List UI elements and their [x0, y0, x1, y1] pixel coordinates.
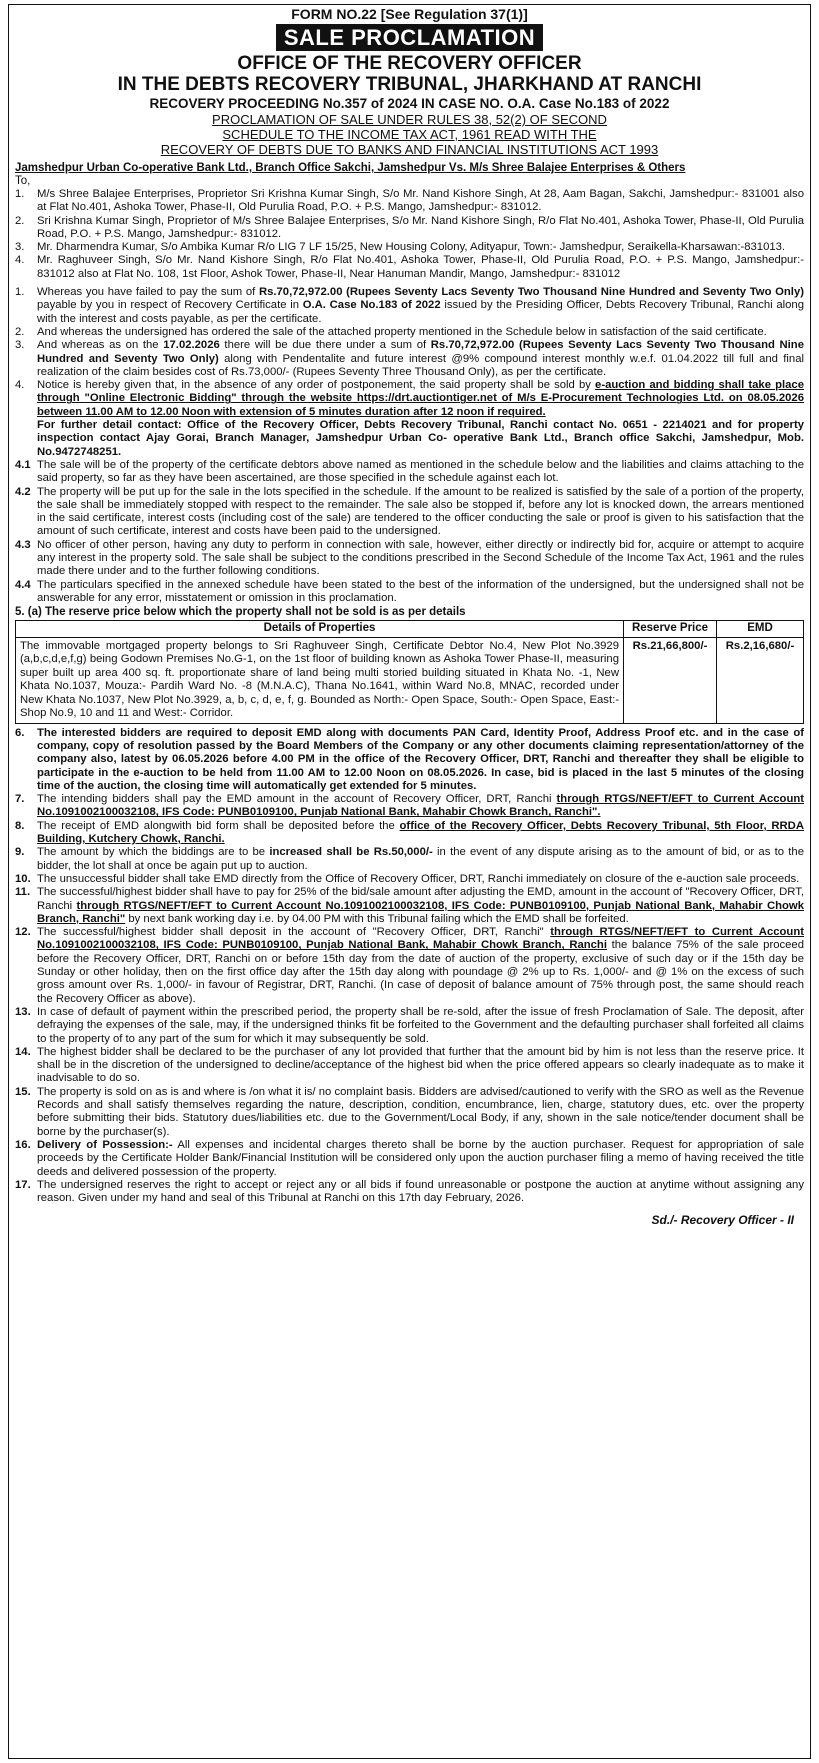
bid-increment: increased shall be Rs.50,000/- — [269, 846, 433, 859]
clause-4 — [15, 379, 804, 419]
clause-text — [37, 339, 804, 379]
term-7-text: The intending bidders shall pay the EMD amount in the account of Recovery Officer, DRT, Ranchi — [37, 793, 557, 806]
clause-text: And whereas the undersigned has ordered the sale of the attached property mentioned in the Schedule below in satisfaction of the said certificate. — [37, 325, 767, 338]
clause-4-1 — [15, 459, 804, 486]
details-header: Details of Properties — [16, 621, 624, 638]
term-number: 12. — [15, 926, 31, 939]
term-6 — [15, 724, 804, 793]
term-number: 11. — [15, 886, 31, 899]
term-number: 6. — [15, 726, 25, 739]
proceeding-heading: RECOVERY PROCEEDING No.357 of 2024 IN CASE NO. O.A. Case No.183 of 2022 — [149, 96, 670, 111]
term-text — [37, 793, 804, 820]
schedule-row — [16, 637, 804, 723]
addressee-3 — [15, 241, 804, 254]
banner-wrap — [15, 24, 804, 51]
emd-value: Rs.2,16,680/- — [717, 637, 804, 723]
clause-number: 4. — [15, 379, 25, 392]
addressee-number: 1. — [15, 188, 25, 200]
clause-3-text-c: along with Pendentalite and future interest @9% compound interest monthly w.e.f. 01.04.2022 till full and final realization of the claim besides cost of Rs.73,000/- (Rupees Seventy Three Thousand Only), as per the certificate. — [37, 352, 804, 378]
clause-number: 4.1 — [15, 458, 31, 471]
term-16-text: All expenses and incidental charges thereto shall be borne by the auction purchaser. Request for appropriation of sale proceeds by the Certificate Holder Bank/Financial Institution will be considered only upon the auction purchaser filing a memo of having received the title deeds and delivered possession of the property. — [37, 1138, 804, 1178]
reserve-price-header: Reserve Price — [624, 621, 717, 638]
addressee-number: 3. — [15, 241, 25, 254]
term-9-text-a: The amount by which the biddings are to be — [37, 846, 270, 859]
clause-text — [37, 286, 804, 326]
account-details: through RTGS/NEFT/EFT to Current Account No.1091002100032108, IFS Code: PUNB0109100, Punjab National Bank, Mahabir Chowk Branch, Ranchi" — [37, 899, 804, 925]
case-number: O.A. Case No.183 of 2022 — [302, 299, 441, 312]
term-12-text-a: The successful/highest bidder shall deposit in the account of "Recovery Officer, DRT, Ranchi" — [37, 926, 551, 939]
addressee-text: M/s Shree Balajee Enterprises, Proprietor Sri Krishna Kumar Singh, S/o Mr. Nand Kishore Singh, At 28, Aam Bagan, Sakchi, Jamshedpur:- 831001 also at Flat No.401, Ashoka Tower, Phase-II, Old Purulia Road, P.O. + P.S. Mango, Jamshedpur:- 831012. — [37, 188, 804, 214]
clause-1-text-c: issued by the Presiding Officer, Debts Recovery Tribunal, Ranchi along with the interest and costs payable, as per the certificate. — [37, 299, 804, 325]
term-7 — [15, 793, 804, 820]
term-13 — [15, 1006, 804, 1046]
term-number: 16. — [15, 1138, 31, 1151]
addressee-2 — [15, 215, 804, 242]
term-number: 10. — [15, 872, 31, 885]
term-text: The unsuccessful bidder shall take EMD directly from the Office of Recovery Officer, DRT, Ranchi immediately on closure of the e-auction sale proceeds. — [37, 872, 800, 885]
term-text: The property is sold on as is and where is /on what it is/ no complaint basis. Bidders are advised/cautioned to verify with the SRO as well as the Revenue Records and shall satisfy themselves regarding the nature, description, condition, encumbrance, lien, charge, statutory dues, etc. over the property before submitting their bids. Statutory dues/liabilities etc. due to the Government/Local Body, if any, shown in the sale notice/tender document shall be borne by the purchaser(s). — [37, 1085, 804, 1138]
term-text — [37, 1139, 804, 1179]
signature: Sd./- Recovery Officer - II — [651, 1213, 794, 1228]
clause-text: The sale will be of the property of the certificate debtors above named as mentioned in the schedule below and the liabilities and claims attaching to the said property, so far as they have been ascertained, are those specified in the schedule against each lot. — [37, 458, 804, 485]
property-schedule-table — [15, 620, 804, 724]
term-9 — [15, 846, 804, 873]
term-number: 13. — [15, 1005, 31, 1018]
clause-1 — [15, 286, 804, 326]
possession-label: Delivery of Possession:- — [37, 1138, 173, 1151]
to-label: To, — [15, 175, 31, 187]
due-date: 17.02.2026 — [163, 339, 220, 352]
emd-header: EMD — [717, 621, 804, 638]
term-11-text-b: by next bank working day i.e. by 04.00 PM with this Tribunal failing which the EMD shall be forfeited. — [125, 912, 629, 925]
form-number: FORM NO.22 [See Regulation 37(1)] — [291, 6, 528, 22]
addressee-number: 2. — [15, 214, 25, 227]
sale-proclamation-banner: SALE PROCLAMATION — [276, 24, 543, 51]
term-number: 9. — [15, 846, 25, 859]
addressee-text: Sri Krishna Kumar Singh, Proprietor of M/s Shree Balajee Enterprises, S/o Mr. Nand Kishore Singh, R/o Flat No.401, Ashoka Tower, Phase-II, Old Purulia Road, P.O. + P.S. Mango, Jamshedpur:- 831012. — [37, 214, 804, 240]
term-16 — [15, 1139, 804, 1179]
office-address: office of the Recovery Officer, Debts Recovery Tribunal, 5th Floor, RRDA Building, Kutchery Chowk, Ranchi. — [37, 819, 804, 846]
term-text: The undersigned reserves the right to accept or reject any or all bids if found unreasonable or postpone the auction at anytime without assigning any reason. Given under my hand and seal of this Tribunal at Ranchi on this 17th day February, 2026. — [37, 1178, 804, 1205]
term-12-text-b: the balance 75% of the sale proceed before the Recovery Officer, DRT, Ranchi on or before 15th day from the date of auction of the property, exclusive of such day or if the 15th day be Sunday or other holiday, then on the first office day after the 15th day along with poundage @ 2% up to Rs. 1,000/- and @ 1% on the excess of such gross amount over Rs. 1,000/- in favour of Registrar, DRT, Ranchi. (In case of deposit of balance amount of 75% through post, the same should reach the Recovery Officer as above). — [37, 939, 804, 1005]
clause-4-2 — [15, 486, 804, 539]
rules-line-3: RECOVERY OF DEBTS DUE TO BANKS AND FINANCIAL INSTITUTIONS ACT 1993 — [160, 142, 659, 157]
clause-number: 1. — [15, 286, 25, 299]
rules-line-1: PROCLAMATION OF SALE UNDER RULES 38, 52(2) OF SECOND — [212, 112, 607, 127]
reserve-price-heading: 5. (a) The reserve price below which the property shall not be sold is as per details — [15, 606, 466, 619]
term-number: 17. — [15, 1178, 31, 1191]
term-10 — [15, 873, 804, 886]
clause-4-4 — [15, 579, 804, 606]
term-text: The interested bidders are required to deposit EMD along with documents PAN Card, Identity Proof, Address Proof etc. and in the case of company, copy of resolution passed by the Board Members of the Company or any other documents claiming representation/attorney of the company also, latest by 06.05.2026 before 4.00 PM in the office of the Recovery Officer, DRT, Ranchi and thereafter they shall be eligible to participate in the e-auction to be held from 11.00 AM to 12.00 Noon on 08.05.2026. In case, bid is placed in the last 5 minutes of the closing time of the auction, the closing time will automatically get extended for 5 minutes. — [37, 726, 804, 792]
clause-text: The property will be put up for the sale in the lots specified in the schedule. If the amount to be realized is satisfied by the sale of a portion of the property, the sale shall be immediately stopped with respect to the remainder. The sale also be stopped if, before any lot is knocked down, the arrears mentioned in the said certificate, interest costs (including cost of the sale) are tendered to the officer conducting the sale or proof is given to his satisfaction that the amount of such certificate, interest and costs have been paid to the undersigned. — [37, 485, 804, 538]
account-details: through RTGS/NEFT/EFT to Current Account No.1091002100032108, IFS Code: PUNB0109100, Punjab National Bank, Mahabir Chowk Branch, Ranchi". — [37, 793, 805, 819]
term-12 — [15, 926, 804, 1006]
office-heading: OFFICE OF THE RECOVERY OFFICER — [237, 53, 582, 74]
addressee-text: Mr. Raghuveer Singh, S/o Mr. Nand Kishore Singh, R/o Flat No.401, Ashoka Tower, Phase-II, Old Purulia Road, P.O. + P.S. Mango, Jamshedpur:- 831012 also at Flat No. 108, 1st Floor, Ashok Tower, Phase-II, Near Hanuman Mandir, Mango, Jamshedpur:- 831012 — [37, 254, 804, 280]
addressee-text: Mr. Dharmendra Kumar, S/o Ambika Kumar R/o LIG 7 LF 15/25, New Housing Colony, Adityapur, Town:- Jamshedpur, Seraikella-Kharsawan:-831013. — [37, 241, 786, 254]
rules-line-2: SCHEDULE TO THE INCOME TAX ACT, 1961 READ WITH THE — [222, 127, 597, 142]
term-text — [37, 846, 804, 873]
clause-number: 4.4 — [15, 578, 31, 591]
term-number: 15. — [15, 1085, 31, 1098]
clause-3-text-b: there will be due there under a sum of — [219, 339, 431, 352]
account-details: through RTGS/NEFT/EFT to Current Account No.1091002100032108, IFS Code: PUNB0109100, Punjab National Bank, Mahabir Chowk Branch, Ranchi — [37, 926, 804, 952]
contact-details: For further detail contact: Office of the Recovery Officer, Debts Recovery Tribunal, Ranchi contact No. 0651 - 2214021 and for property inspection contact Ajay Gorai, Branch Manager, Jamshedpur Urban Co- operative Bank Ltd., Branch office Sakchi, Jamshedpur, Mob. No.9472748251. — [37, 419, 804, 458]
clause-4-text-a: Notice is hereby given that, in the absence of any order of postponement, the said property shall be sold by — [37, 379, 596, 392]
term-text — [37, 820, 804, 847]
clause-1-text-a: Whereas you have failed to pay the sum of — [37, 286, 259, 299]
clause-text: No officer of other person, having any duty to perform in connection with sale, however, either directly or indirectly bid for, acquire or attempt to acquire any interest in the property sold. The sale shall be subject to the conditions prescribed in the Second Schedule of the Income Tax Act, 1961 and the rules made there under and to the further following conditions. — [37, 538, 804, 578]
schedule-header-row — [16, 621, 804, 638]
term-text — [37, 886, 804, 926]
clause-2 — [15, 326, 804, 339]
clause-3 — [15, 339, 804, 379]
term-number: 7. — [15, 793, 25, 806]
term-14 — [15, 1046, 804, 1086]
addressee-1 — [15, 188, 804, 215]
addressee-number: 4. — [15, 254, 25, 267]
clause-3-text-a: And whereas as on the — [37, 339, 164, 352]
term-text — [37, 926, 804, 1006]
clause-number: 4.2 — [15, 485, 31, 498]
term-9-text-b: in the event of any dispute arising as to the amount of bid, or as to the bidder, the lot shall at once be again put up to auction. — [37, 846, 804, 872]
property-description: The immovable mortgaged property belongs to Sri Raghuveer Singh, Certificate Debtor No.4, New Plot No.3929 (a,b,c,d,e,f,g) being Godown Premises No.G-1, on the 1st floor of building known as Ashoka Tower Phase-II, measuring super built up area 400 sq. ft. proportionate share of land being multi storied building situated in Khata No. -1, New Khata No.1037, Mouza:- Pardih Ward No. -8 (M.N.A.C), Thana No.1641, within Ward No.8, MNAC, recorded under New Khata No.1037, New Plot No.3929, a, b, c, d, e, f, g. Bounded as North:- Open Space, South:- Open Space, East:- Shop No.9, 10 and 11 and West:- Corridor. — [16, 637, 624, 723]
clause-number: 3. — [15, 339, 25, 352]
term-8-text: The receipt of EMD alongwith bid form shall be deposited before the — [37, 819, 400, 832]
parties-line: Jamshedpur Urban Co-operative Bank Ltd., Branch Office Sakchi, Jamshedpur Vs. M/s Shree Balajee Enterprises & Others — [15, 162, 686, 174]
term-text: The highest bidder shall be declared to be the purchaser of any lot provided that further that the amount bid by him is not less than the reserve price. It shall be in the discretion of the undersigned to decline/acceptance of the highest bid when the price offered appears so clearly inadequate as to make it inadvisable to do so. — [37, 1045, 804, 1085]
clause-1-text-b: payable by you in respect of Recovery Certificate in — [37, 299, 303, 312]
term-15 — [15, 1086, 804, 1139]
term-11-text-a: The successful/highest bidder shall have to pay for 25% of the bid/sale amount after adjusting the EMD, amount in the account of "Recovery Officer, DRT, Ranchi — [37, 886, 804, 912]
due-amount: Rs.70,72,972.00 (Rupees Seventy Lacs Seventy Two Thousand Nine Hundred and Seventy Two Only) — [37, 339, 804, 365]
clause-4-3 — [15, 539, 804, 579]
term-number: 8. — [15, 819, 25, 832]
term-11 — [15, 886, 804, 926]
reserve-price-value: Rs.21,66,800/- — [624, 637, 717, 723]
term-8 — [15, 820, 804, 847]
term-text: In case of default of payment within the prescribed period, the property shall be re-sold, after the issue of fresh Proclamation of Sale. The deposit, after defraying the expenses of the sale, may, if the undersigned thinks fit be forfeited to the Government and the defaulting purchaser shall forfeited all claims to the property of to any part of the sum for which it may subsequently be sold. — [37, 1005, 804, 1045]
clause-text: The particulars specified in the annexed schedule have been stated to the best of the information of the undersigned, but the undersigned shall not be answerable for any error, misstatement or omission in this proclamation. — [37, 578, 804, 604]
clause-text — [37, 379, 804, 419]
term-number: 14. — [15, 1045, 31, 1058]
due-amount: Rs.70,72,972.00 (Rupees Seventy Lacs Seventy Two Thousand Nine Hundred and Seventy Two Only) — [258, 286, 804, 299]
auction-details: e-auction and bidding shall take place through "Online Electronic Bidding" through the website https://drt.auctiontiger.net of M/s E-Procurement Technologies Ltd. on 08.05.2026 between 11.00 AM to 12.00 Noon with extension of 5 minutes duration after 12 noon if required. — [37, 379, 805, 418]
proclamation-frame — [8, 4, 811, 1759]
clause-number: 4.3 — [15, 538, 31, 551]
tribunal-heading: IN THE DEBTS RECOVERY TRIBUNAL, JHARKHAND AT RANCHI — [117, 74, 702, 95]
clause-number: 2. — [15, 325, 25, 338]
addressee-4 — [15, 254, 804, 281]
term-17 — [15, 1179, 804, 1206]
